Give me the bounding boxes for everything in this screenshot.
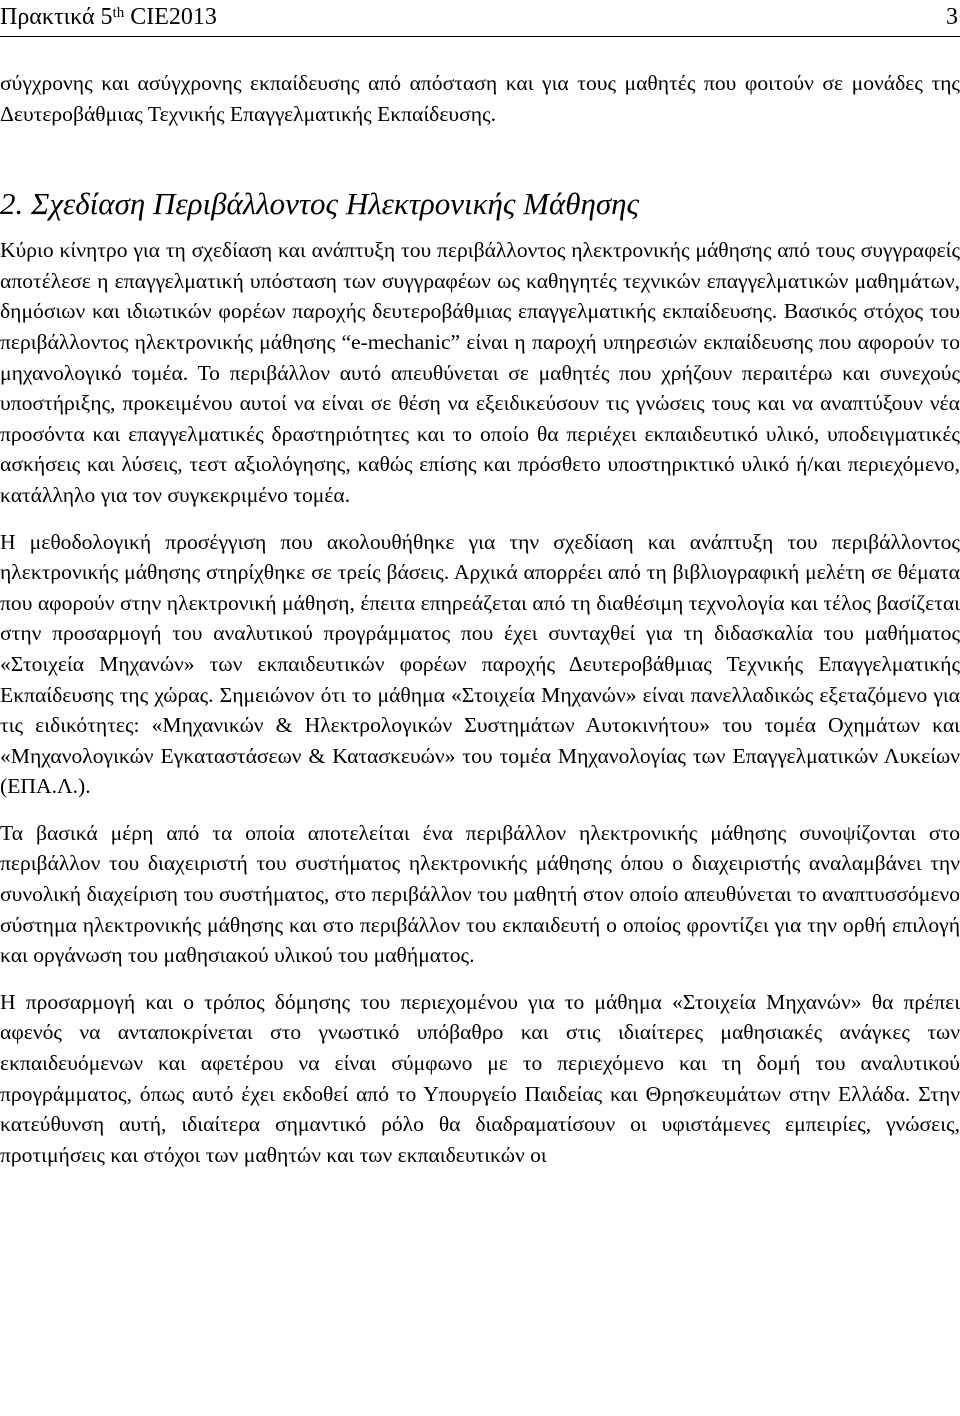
conference-title-suffix: CIE2013 — [124, 4, 217, 30]
paragraph-3: Τα βασικά μέρη από τα οποία αποτελείται ένα περιβάλλον ηλεκτρονικής μάθησης συνοψίζονται στο περιβάλλον του διαχειριστή του συστήματος ηλεκτρονικής μάθησης όπου ο διαχειριστής αναλαμβάνει την συνολική διαχείριση του συστήματος, στο περιβάλλον του μαθητή στον οποίο απευθύνεται το αναπτυσσόμενο σύστημα ηλεκτρονικής μάθησης και στο περιβάλλον του εκπαιδευτή ο οποίος φροντίζει για την ορθή επιλογή και οργάνωση του μαθησιακού υλικού του μαθήματος. — [0, 820, 960, 968]
section-heading: 2. Σχεδίαση Περιβάλλοντος Ηλεκτρονικής Μάθησης — [0, 186, 640, 222]
page-number: 3 — [946, 4, 958, 30]
conference-title-sup: th — [112, 5, 125, 21]
conference-title-prefix: Πρακτικά 5 — [0, 4, 113, 30]
conference-title — [0, 2, 217, 32]
running-header — [0, 0, 960, 37]
body-text — [0, 68, 960, 1170]
paragraph-2: Η μεθοδολογική προσέγγιση που ακολουθήθηκε για την σχεδίαση και ανάπτυξη του περιβάλλοντος ηλεκτρονικής μάθησης στηρίχθηκε σε τρείς βάσεις. Αρχικά απορρέει από τη βιβλιογραφική μελέτη σε θέματα που αφορούν στην ηλεκτρονική μάθηση, έπειτα επηρεάζεται από τη διαθέσιμη τεχνολογία και τέλος βασίζεται στην προσαρμογή του αναλυτικού προγράμματος που έχει συνταχθεί για τη διδασκαλία του μαθήματος «Στοιχεία Μηχανών» των εκπαιδευτικών φορέων παροχής Δευτεροβάθμιας Τεχνικής Επαγγελματικής Εκπαίδευσης της χώρας. Σημειώνον ότι το μάθημα «Στοιχεία Μηχανών» είναι πανελλαδικώς εξεταζόμενο για τις ειδικότητες: «Μηχανικών & Ηλεκτρολογικών Συστημάτων Αυτοκινήτου» του τομέα Οχημάτων και «Μηχανολογικών Εγκαταστάσεων & Κατασκευών» του τομέα Μηχανολογίας των Επαγγελματικών Λυκείων (ΕΠΑ.Λ.). — [0, 529, 960, 799]
paragraph-1: Κύριο κίνητρο για τη σχεδίαση και ανάπτυξη του περιβάλλοντος ηλεκτρονικής μάθησης από τους συγγραφείς αποτέλεσε η επαγγελματική υπόσταση των συγγραφέων ως καθηγητές τεχνικών επαγγελματικών μαθημάτων, δημόσιων και ιδιωτικών φορέων παροχής δευτεροβάθμιας επαγγελματικής εκπαίδευσης. Βασικός στόχος του περιβάλλοντος ηλεκτρονικής μάθησης “e-mechanic” είναι η παροχή υπηρεσιών εκπαίδευσης που αφορούν το μηχανολογικό τομέα. Το περιβάλλον αυτό απευθύνεται σε μαθητές που χρήζουν περαιτέρω και συνεχούς υποστήριξης, προκειμένου αυτοί να είναι σε θέση να εξειδικεύσουν τις γνώσεις τους και να αναπτύξουν νέα προσόντα και επαγγελματικές δραστηριότητες και το οποίο θα περιέχει εκπαιδευτικό υλικό, υποδειγματικές ασκήσεις και λύσεις, τεστ αξιολόγησης, καθώς επίσης και πρόσθετο υποστηρικτικό υλικό ή/και περιεχόμενο, κατάλληλο για τον συγκεκριμένο τομέα. — [0, 238, 960, 507]
paragraph-4: Η προσαρμογή και ο τρόπος δόμησης του περιεχομένου για το μάθημα «Στοιχεία Μηχανών» θα πρέπει αφενός να ανταποκρίνεται στο γνωστικό υπόβαθρο και στις ιδιαίτερες μαθησιακές ανάγκες των εκπαιδευόμενων και αφετέρου να είναι σύμφωνο με το περιεχόμενο και τη δομή του αναλυτικού προγράμματος, όπως αυτό έχει εκδοθεί από το Υπουργείο Παιδείας και Θρησκευμάτων στην Ελλάδα. Στην κατεύθυνση αυτή, ιδιαίτερα σημαντικό ρόλο θα διαδραματίσουν οι υφιστάμενες εμπειρίες, γνώσεις, προτιμήσεις και στόχοι των μαθητών και των εκπαιδευτικών οι — [0, 989, 960, 1167]
intro-fragment: σύγχρονης και ασύγχρονης εκπαίδευσης από απόσταση και για τους μαθητές που φοιτούν σε μονάδες της Δευτεροβάθμιας Τεχνικής Επαγγελματικής Εκπαίδευσης. — [0, 71, 960, 126]
